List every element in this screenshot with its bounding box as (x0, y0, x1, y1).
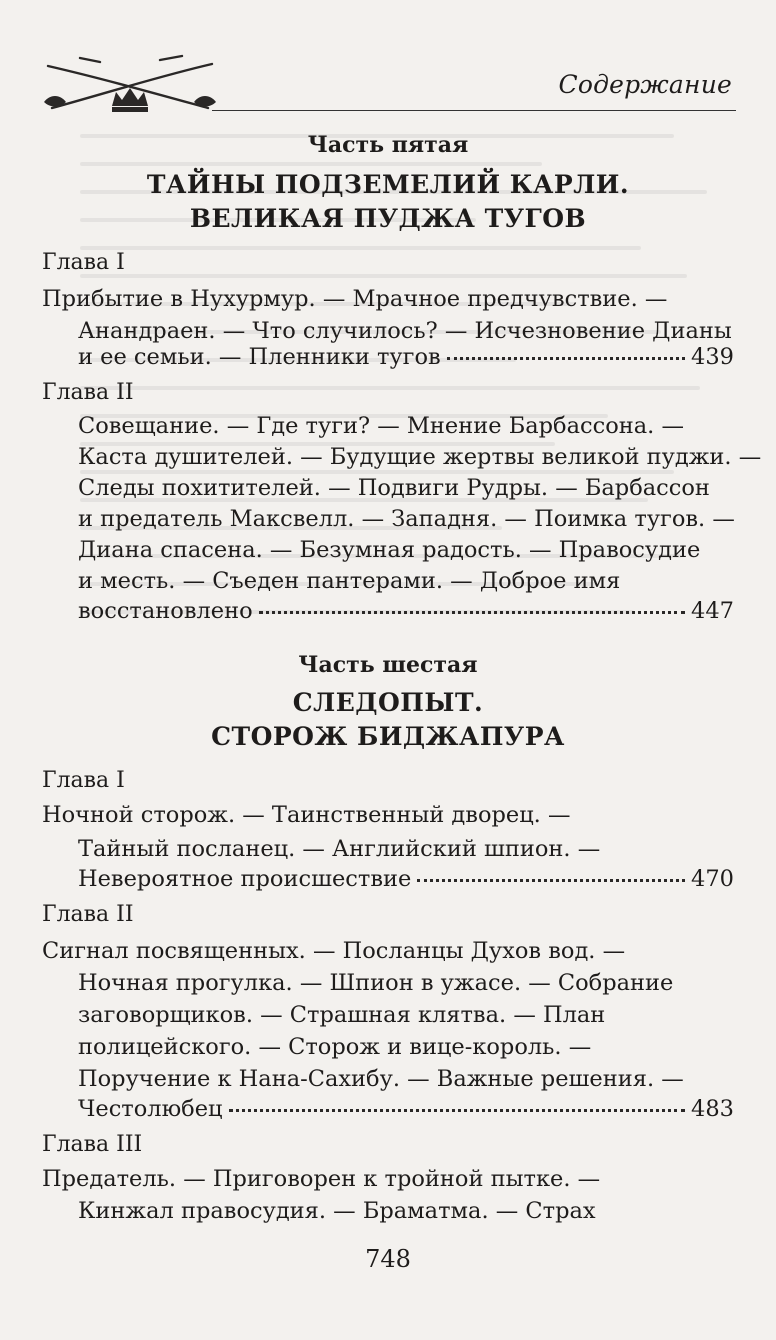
dot-leader (229, 1108, 686, 1112)
toc-entry-line: Невероятное происшествие (78, 866, 412, 892)
running-header (40, 48, 736, 118)
toc-entry-line: Следы похитителей. — Подвиги Рудры. — Барбассон (78, 475, 710, 501)
toc-entry-line: Ночной сторож. — Таинственный дворец. — (42, 802, 571, 828)
toc-entry-with-page (78, 1096, 734, 1128)
toc-entry-with-page (78, 598, 734, 630)
dot-leader (259, 610, 685, 614)
page-number: 748 (365, 1245, 411, 1273)
toc-entry-line: Кинжал правосудия. — Браматма. — Страх (78, 1198, 596, 1224)
toc-entry-with-page (78, 866, 734, 898)
toc-entry-line: Поручение к Нана-Сахибу. — Важные решения. — (78, 1066, 684, 1092)
chapter-label: Глава II (42, 380, 134, 405)
chapter-label: Глава I (42, 250, 125, 275)
part-six-title-line-1: СЛЕДОПЫТ. (292, 688, 484, 717)
toc-entry-with-page (78, 344, 734, 376)
header-title: Содержание (558, 70, 732, 99)
toc-entry-line: и месть. — Съеден пантерами. — Доброе имя (78, 568, 621, 594)
toc-entry-line: Анандраен. — Что случилось? — Исчезновение Дианы (78, 318, 732, 344)
toc-entry-line: Диана спасена. — Безумная радость. — Правосудие (78, 537, 701, 563)
chapter-label: Глава II (42, 902, 134, 927)
toc-entry-line: Сигнал посвященных. — Посланцы Духов вод. — (42, 938, 626, 964)
toc-entry-line: заговорщиков. — Страшная клятва. — План (78, 1002, 606, 1028)
dot-leader (447, 356, 685, 360)
part-five-label: Часть пятая (307, 132, 469, 158)
toc-entry-line: Ночная прогулка. — Шпион в ужасе. — Собрание (78, 970, 674, 996)
crossed-sabres-crown-ornament (40, 52, 220, 114)
toc-entry-line: и предатель Максвелл. — Западня. — Поимка тугов. — (78, 506, 735, 532)
part-five-title-line-2: ВЕЛИКАЯ ПУДЖА ТУГОВ (189, 204, 587, 233)
toc-entry-line: и ее семьи. — Пленники тугов (78, 344, 441, 370)
part-five-title-line-1: ТАЙНЫ ПОДЗЕМЕЛИЙ КАРЛИ. (146, 170, 630, 199)
dot-leader (417, 878, 685, 882)
page-reference: 447 (691, 598, 734, 624)
part-six-title-line-2: СТОРОЖ БИДЖАПУРА (211, 722, 565, 751)
toc-entry-line: полицейского. — Сторож и вице-король. — (78, 1034, 592, 1060)
toc-entry-line: Предатель. — Приговорен к тройной пытке. — (42, 1166, 601, 1192)
toc-entry-line: Честолюбец (78, 1096, 223, 1122)
part-six-label: Часть шестая (298, 652, 478, 678)
chapter-label: Глава I (42, 768, 125, 793)
toc-entry-line: восстановлено (78, 598, 253, 624)
page-reference: 439 (691, 344, 734, 370)
toc-entry-line: Прибытие в Нухурмур. — Мрачное предчувствие. — (42, 286, 668, 312)
page-reference: 470 (691, 866, 734, 892)
header-rule (212, 110, 736, 111)
page-reference: 483 (691, 1096, 734, 1122)
toc-entry-line: Тайный посланец. — Английский шпион. — (78, 836, 601, 862)
chapter-label: Глава III (42, 1132, 143, 1157)
toc-entry-line: Совещание. — Где туги? — Мнение Барбассона. — (78, 413, 684, 439)
toc-entry-line: Каста душителей. — Будущие жертвы великой пуджи. — (78, 444, 762, 470)
